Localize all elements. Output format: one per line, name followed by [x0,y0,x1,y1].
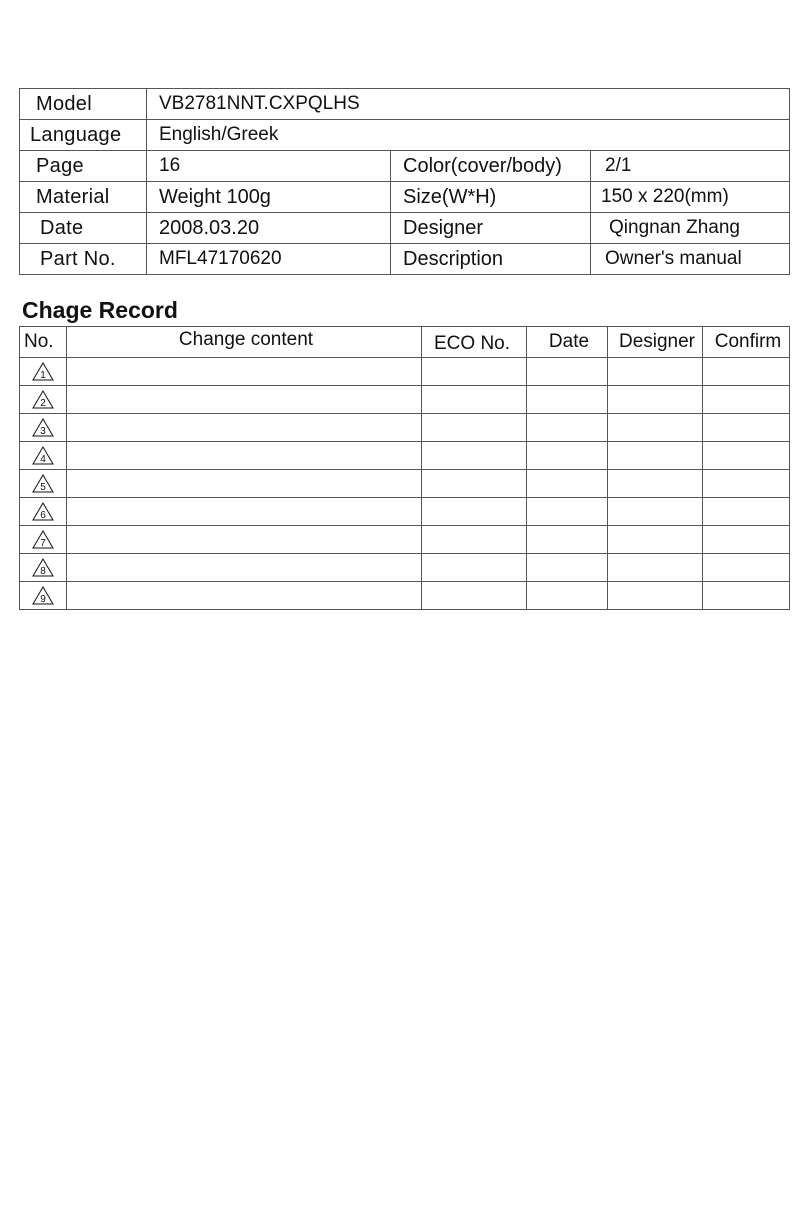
material-label: Material [20,182,147,213]
change-record-row [20,526,790,554]
row-number: 9 [40,593,46,605]
triangle-number-icon [32,390,54,409]
triangle-number-icon [32,586,54,605]
date-value: 2008.03.20 [147,213,391,244]
change-record-title: Chage Record [22,297,178,323]
model-value: VB2781NNT.CXPQLHS [147,89,790,120]
change-record-row [20,582,790,610]
row-number-cell [20,526,67,554]
eco-no-cell [422,386,527,414]
date-cell [527,470,608,498]
change-record-row [20,442,790,470]
change-record-row [20,414,790,442]
info-row-page [20,151,790,182]
row-number: 6 [40,509,46,521]
model-label: Model [20,89,147,120]
header-designer: Designer [608,327,703,358]
row-number-cell [20,470,67,498]
change-record-row [20,498,790,526]
row-number-cell [20,414,67,442]
designer-cell [608,386,703,414]
info-row-date [20,213,790,244]
triangle-number-icon [32,362,54,381]
part-number-value: MFL47170620 [147,244,391,275]
row-number-cell [20,554,67,582]
date-cell [527,526,608,554]
header-change-content: Change content [67,327,422,358]
eco-no-cell [422,554,527,582]
date-cell [527,498,608,526]
triangle-number-icon [32,474,54,493]
description-value: Owner's manual [591,244,790,275]
size-label: Size(W*H) [391,182,591,213]
row-number: 3 [40,425,46,437]
confirm-cell [703,498,790,526]
eco-no-cell [422,470,527,498]
row-number: 1 [40,369,46,381]
designer-value: Qingnan Zhang [591,213,790,244]
part-number-label: Part No. [20,244,147,275]
designer-cell [608,498,703,526]
confirm-cell [703,554,790,582]
info-row-language [20,120,790,151]
change-content-cell [67,554,422,582]
change-content-cell [67,442,422,470]
triangle-number-icon [32,418,54,437]
eco-no-cell [422,442,527,470]
confirm-cell [703,442,790,470]
designer-cell [608,470,703,498]
row-number-cell [20,582,67,610]
designer-cell [608,526,703,554]
change-record-table [19,326,790,610]
header-eco-no: ECO No. [422,327,527,358]
designer-cell [608,414,703,442]
document-info-table [19,88,790,275]
row-number-cell [20,386,67,414]
triangle-number-icon [32,446,54,465]
change-record-row [20,470,790,498]
confirm-cell [703,386,790,414]
date-label: Date [20,213,147,244]
eco-no-cell [422,498,527,526]
page-value: 16 [147,151,391,182]
eco-no-cell [422,526,527,554]
designer-cell [608,554,703,582]
confirm-cell [703,526,790,554]
page-label: Page [20,151,147,182]
color-value: 2/1 [591,151,790,182]
eco-no-cell [422,414,527,442]
material-value: Weight 100g [147,182,391,213]
designer-cell [608,442,703,470]
confirm-cell [703,414,790,442]
designer-cell [608,358,703,386]
header-confirm: Confirm [703,327,790,358]
description-label: Description [391,244,591,275]
eco-no-cell [422,358,527,386]
date-cell [527,554,608,582]
change-content-cell [67,358,422,386]
date-cell [527,442,608,470]
triangle-number-icon [32,530,54,549]
change-content-cell [67,414,422,442]
row-number-cell [20,442,67,470]
info-row-material [20,182,790,213]
row-number: 8 [40,565,46,577]
language-value: English/Greek [147,120,790,151]
confirm-cell [703,358,790,386]
designer-cell [608,582,703,610]
row-number-cell [20,498,67,526]
designer-label: Designer [391,213,591,244]
change-content-cell [67,526,422,554]
eco-no-cell [422,582,527,610]
change-record-row [20,554,790,582]
change-record-row [20,386,790,414]
confirm-cell [703,582,790,610]
size-value: 150 x 220(mm) [591,182,790,213]
date-cell [527,386,608,414]
change-content-cell [67,498,422,526]
triangle-number-icon [32,502,54,521]
triangle-number-icon [32,558,54,577]
info-row-part [20,244,790,275]
confirm-cell [703,470,790,498]
date-cell [527,414,608,442]
color-label: Color(cover/body) [391,151,591,182]
header-date: Date [527,327,608,358]
change-record-header-row [20,327,790,358]
change-content-cell [67,386,422,414]
header-no: No. [20,327,67,358]
date-cell [527,582,608,610]
change-record-row [20,358,790,386]
date-cell [527,358,608,386]
row-number: 4 [40,453,46,465]
change-content-cell [67,582,422,610]
row-number: 2 [40,397,46,409]
info-row-model [20,89,790,120]
change-content-cell [67,470,422,498]
language-label: Language [20,120,147,151]
row-number: 5 [40,481,46,493]
row-number: 7 [40,537,46,549]
row-number-cell [20,358,67,386]
